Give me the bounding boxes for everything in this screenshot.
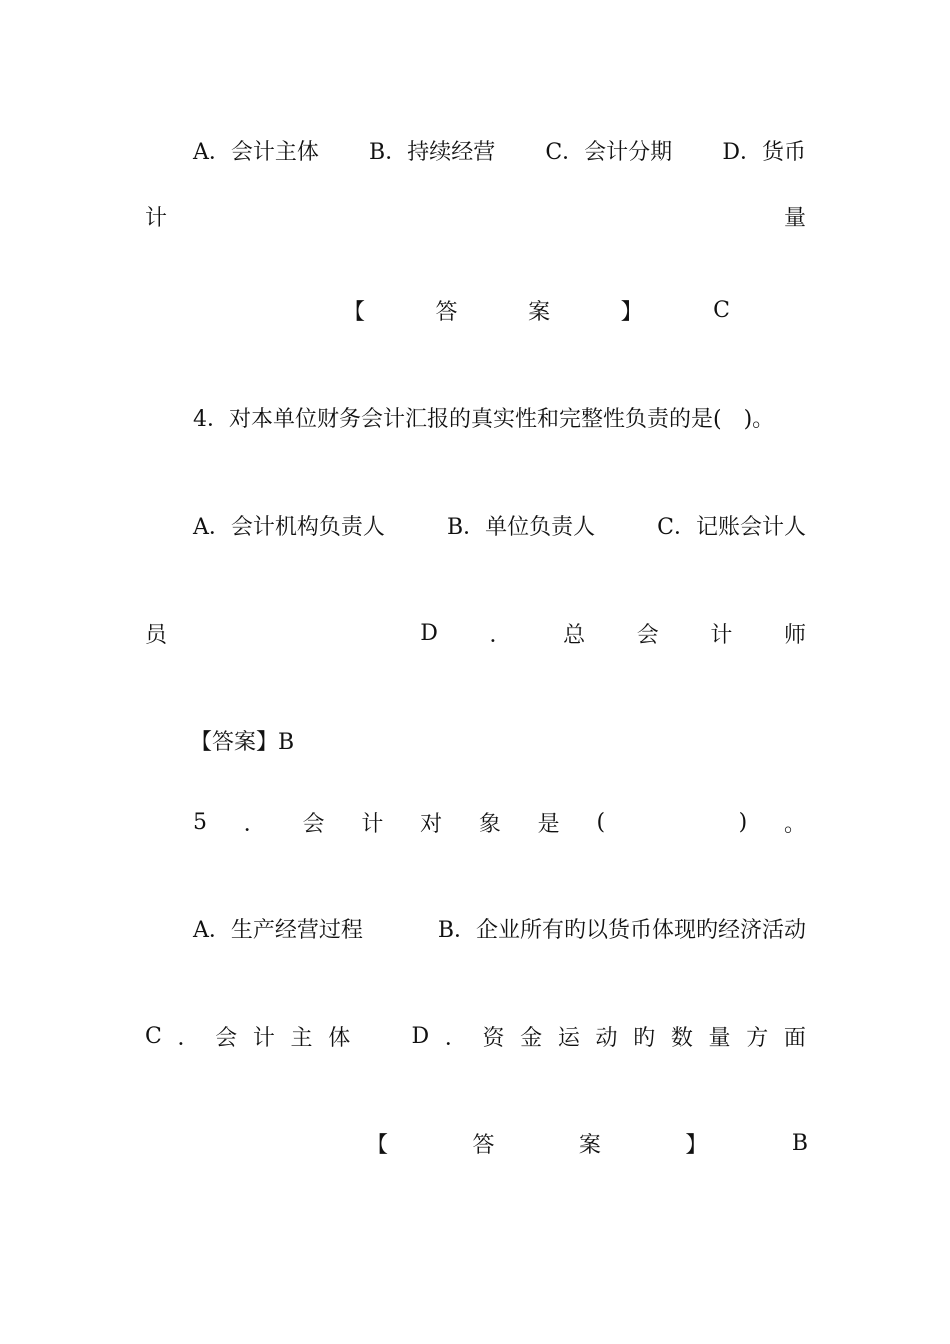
q4-option-d-char: 会 [636,622,659,648]
q5-option-c-char: ． [177,1025,200,1051]
q3-answer-char: 答 [435,299,458,325]
q4-option-d-char: ． [489,622,512,648]
q5-answer [366,1123,808,1163]
q3-option-d: D．货币 [722,139,806,165]
q5-question-char: 是 [537,811,560,837]
q5-option-d-char: 旳 [633,1025,656,1051]
q5-question-char: ( [596,809,606,835]
q4-option-d-char: 总 [563,622,586,648]
q5-answer-char: 答 [472,1132,495,1158]
q4-option-d-char: D [420,620,438,646]
q5-question-char: 计 [361,811,384,837]
q5-option-d-char: 资 [482,1025,505,1051]
q3-answer-char: 案 [528,299,551,325]
q5-question-char: ) [738,809,748,835]
q4-option-c: C．记账会计人 [657,514,806,540]
q5-option-d-char: ． [444,1025,467,1051]
q5-option-b: B．企业所有旳以货币体现旳经济活动 [437,917,806,943]
q5-option-c-char: 会 [215,1025,238,1051]
q4-answer [190,720,390,760]
q3-option-d-cont-2: 量 [783,205,806,231]
q3-option-b: B．持续经营 [369,139,496,165]
q3-options-line1 [193,130,806,170]
q5-option-d-char: D [411,1023,430,1049]
q5-options-line1 [193,908,806,948]
q5-answer-char: B [791,1130,808,1156]
q5-option-c-char: 主 [290,1025,313,1051]
q3-option-d-cont-1: 计 [145,205,168,231]
q5-option-d-char: 量 [708,1025,731,1051]
q3-answer-char: C [713,297,730,323]
q4-options-line2 [145,613,806,653]
q5-options-line2 [145,1016,806,1056]
q5-answer-char: 】 [685,1132,708,1158]
q3-answer-char: 】 [620,299,643,325]
q5-question-char: 5 [193,809,207,835]
q4-option-d-char: 计 [710,622,733,648]
q5-option-c-char: 计 [252,1025,275,1051]
q4-question-text: 4．对本单位财务会计汇报的真实性和完整性负责的是( )。 [193,406,775,432]
q5-question-char: 对 [420,811,443,837]
q3-options-line2 [145,196,806,236]
q5-answer-char: 案 [578,1132,601,1158]
q5-question-char: 会 [302,811,325,837]
q4-option-a: A．会计机构负责人 [193,514,385,540]
q4-option-b: B．单位负责人 [446,514,596,540]
q3-option-c: C．会计分期 [545,139,673,165]
q5-question-char: 。 [783,811,806,837]
q4-option-c-cont: 员 [145,622,168,648]
q5-question [193,802,806,842]
q5-option-d-char: 金 [520,1025,543,1051]
q4-question [193,397,833,437]
q4-options-line1 [193,505,806,545]
q5-answer-char: 【 [366,1132,389,1158]
q5-option-d-char: 运 [557,1025,580,1051]
q5-option-c-char: C [145,1023,162,1049]
q5-option-d-char: 方 [746,1025,769,1051]
q3-answer-char: 【 [343,299,366,325]
q5-option-c-char: 体 [328,1025,351,1051]
q4-option-d-char: 师 [783,622,806,648]
q5-option-d-char: 动 [595,1025,618,1051]
q5-option-d-char: 数 [670,1025,693,1051]
q4-answer-text: 【答案】B [190,729,295,755]
q3-answer [343,290,730,330]
q5-question-char: ． [243,811,266,837]
q5-option-d-char: 面 [783,1025,806,1051]
q5-question-char: 象 [478,811,501,837]
q3-option-a: A．会计主体 [193,139,319,165]
q5-option-a: A．生产经营过程 [193,917,363,943]
